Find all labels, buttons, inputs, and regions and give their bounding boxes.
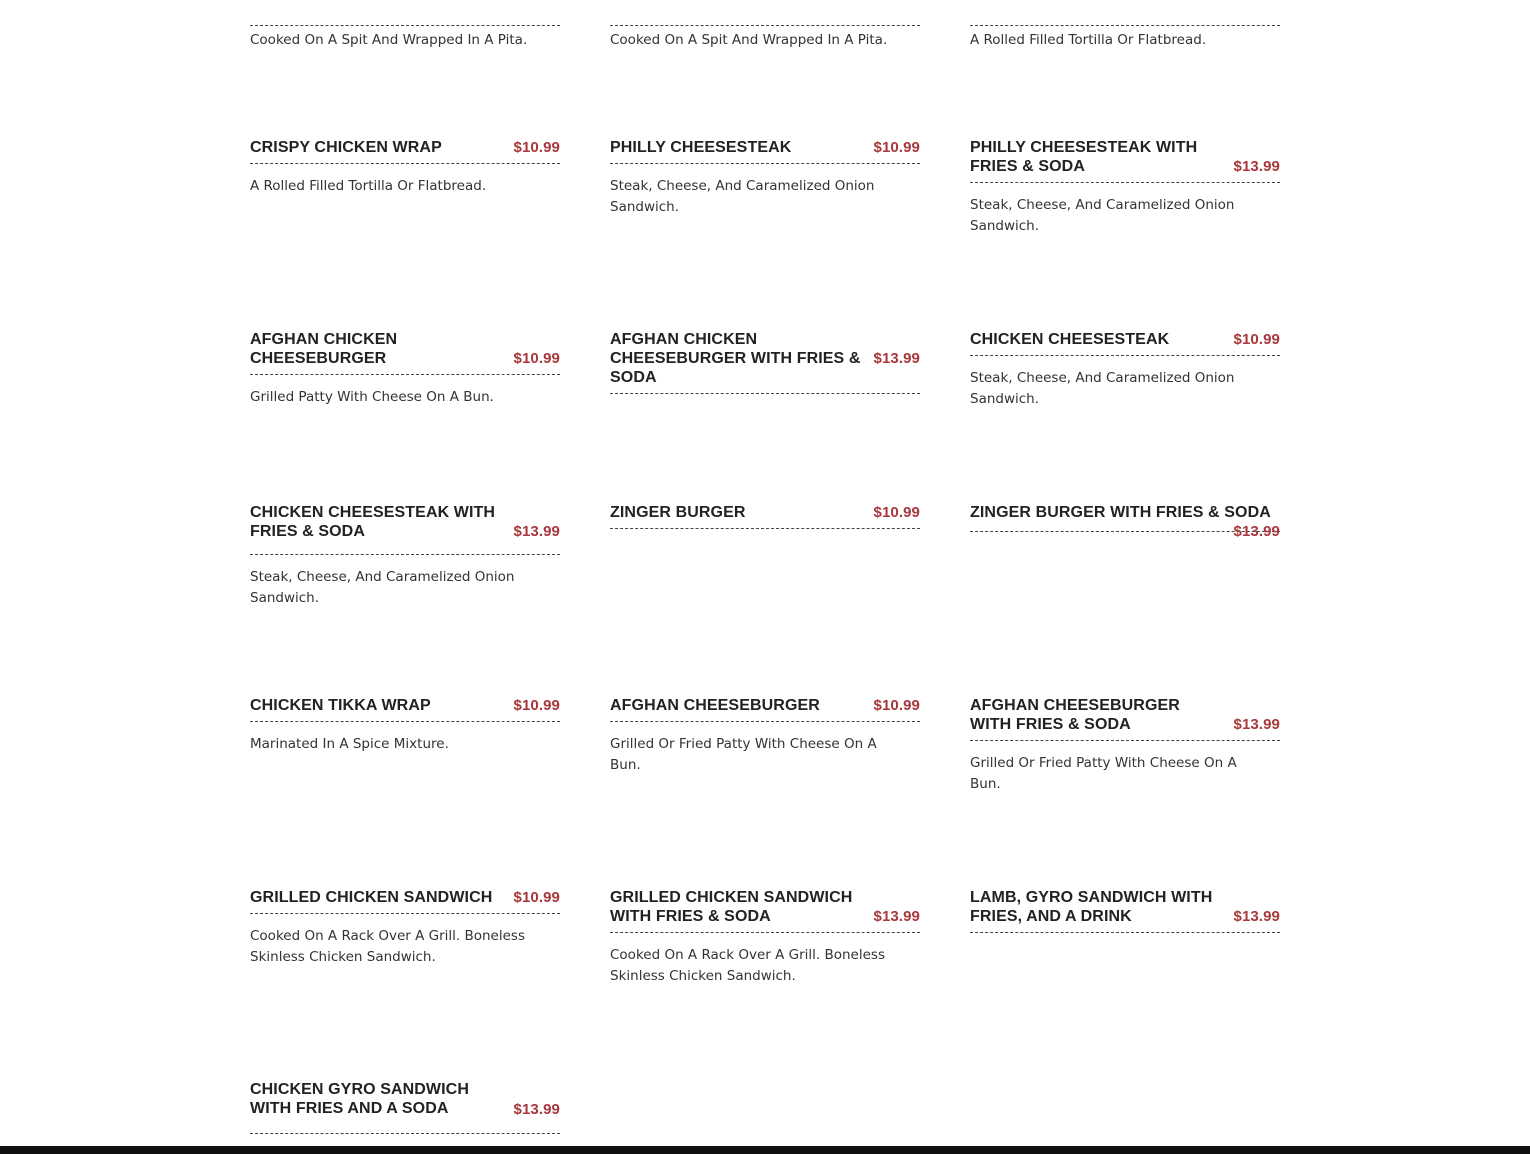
item-header	[970, 138, 1280, 183]
item-name[interactable]: CRISPY CHICKEN WRAP	[250, 139, 442, 156]
item-price: $13.99	[1233, 716, 1280, 733]
item-description: Cooked On A Rack Over A Grill. Boneless Skinless Chicken Sandwich.	[250, 928, 525, 965]
item-name[interactable]: ZINGER BURGER	[610, 504, 746, 521]
item-divider	[610, 0, 920, 26]
item-name[interactable]: ZINGER BURGER WITH FRIES & SODA	[970, 504, 1271, 521]
item-divider	[250, 0, 560, 26]
item-price: $10.99	[873, 504, 920, 521]
item-name[interactable]: CHICKEN TIKKA WRAP	[250, 697, 431, 714]
item-name[interactable]: AFGHAN CHEESEBURGER WITH FRIES & SODA	[970, 697, 1180, 733]
item-description: Steak, Cheese, And Caramelized Onion Sandwich.	[970, 370, 1235, 407]
item-header	[610, 503, 920, 529]
footer-bar	[0, 1146, 1530, 1154]
item-price: $13.99	[513, 1101, 560, 1118]
item-price: $10.99	[513, 697, 560, 714]
item-price: $10.99	[1233, 331, 1280, 348]
item-header	[970, 888, 1280, 933]
item-header	[250, 138, 560, 164]
item-name[interactable]: PHILLY CHEESESTEAK WITH FRIES & SODA	[970, 139, 1198, 175]
item-name[interactable]: AFGHAN CHICKEN CHEESEBURGER WITH FRIES & SODA	[610, 331, 861, 386]
menu-item-grilled-chicken-sandwich[interactable]	[250, 888, 560, 968]
menu-item-philly-cheesesteak-combo[interactable]	[970, 138, 1280, 237]
item-header	[250, 696, 560, 722]
item-name[interactable]: CHICKEN CHEESESTEAK WITH FRIES & SODA	[250, 504, 496, 540]
item-price: $13.99	[1233, 158, 1280, 175]
item-description: Grilled Or Fried Patty With Cheese On A Bun.	[610, 736, 877, 773]
menu-item-zinger-burger[interactable]	[610, 503, 920, 541]
item-name[interactable]: GRILLED CHICKEN SANDWICH WITH FRIES & SODA	[610, 889, 853, 925]
item-price: $13.99	[1233, 908, 1280, 925]
item-description: A Rolled Filled Tortilla Or Flatbread.	[970, 32, 1207, 48]
menu-item-chicken-gyro-sandwich-combo[interactable]	[250, 1080, 560, 1146]
item-header	[250, 888, 560, 914]
item-name[interactable]: PHILLY CHEESESTEAK	[610, 139, 792, 156]
item-name[interactable]: CHICKEN CHEESESTEAK	[970, 331, 1170, 348]
menu-item-chicken-cheesesteak-combo[interactable]	[250, 503, 560, 609]
item-header	[970, 696, 1280, 741]
item-name[interactable]: AFGHAN CHICKEN CHEESEBURGER	[250, 331, 398, 367]
item-description: Grilled Or Fried Patty With Cheese On A Bun.	[970, 755, 1237, 792]
item-name[interactable]: LAMB, GYRO SANDWICH WITH FRIES, AND A DRINK	[970, 889, 1213, 925]
item-description: Cooked On A Spit And Wrapped In A Pita.	[610, 32, 888, 48]
item-header	[970, 503, 1280, 540]
item-description: Marinated In A Spice Mixture.	[250, 736, 449, 752]
item-description: A Rolled Filled Tortilla Or Flatbread.	[250, 178, 487, 194]
menu-item-afghan-chicken-cheeseburger[interactable]	[250, 330, 560, 408]
menu-item-afghan-cheeseburger[interactable]	[610, 696, 920, 776]
item-header	[610, 888, 920, 933]
item-header	[250, 503, 560, 555]
menu-item-zinger-burger-combo[interactable]	[970, 503, 1280, 544]
menu-item-grilled-chicken-sandwich-combo[interactable]	[610, 888, 920, 987]
item-price: $13.99	[1233, 523, 1280, 540]
menu-item-chicken-tikka-wrap[interactable]	[250, 696, 560, 755]
menu-item-crispy-chicken-wrap[interactable]	[250, 138, 560, 197]
item-description: Cooked On A Spit And Wrapped In A Pita.	[250, 32, 528, 48]
item-description: Steak, Cheese, And Caramelized Onion Sandwich.	[610, 178, 875, 215]
item-price: $13.99	[513, 523, 560, 540]
menu-item-afghan-cheeseburger-combo[interactable]	[970, 696, 1280, 795]
item-description: Steak, Cheese, And Caramelized Onion Sandwich.	[250, 569, 515, 606]
item-price: $10.99	[513, 139, 560, 156]
item-name[interactable]: GRILLED CHICKEN SANDWICH	[250, 889, 493, 906]
item-name[interactable]: AFGHAN CHEESEBURGER	[610, 697, 820, 714]
item-description: Grilled Patty With Cheese On A Bun.	[250, 389, 494, 405]
item-header	[610, 138, 920, 164]
item-description: Steak, Cheese, And Caramelized Onion Sandwich.	[970, 197, 1235, 234]
item-description: Cooked On A Rack Over A Grill. Boneless Skinless Chicken Sandwich.	[610, 947, 885, 984]
item-price: $13.99	[873, 908, 920, 925]
item-header	[610, 330, 920, 394]
item-price: $10.99	[873, 697, 920, 714]
menu-item-lamb-gyro-sandwich-combo[interactable]	[970, 888, 1280, 945]
menu-item-philly-cheesesteak[interactable]	[610, 138, 920, 218]
item-header	[610, 696, 920, 722]
menu-item-afghan-chicken-cheeseburger-combo[interactable]	[610, 330, 920, 406]
item-header	[250, 330, 560, 375]
item-price: $10.99	[873, 139, 920, 156]
item-header	[250, 1080, 560, 1134]
item-divider	[970, 0, 1280, 26]
item-price: $10.99	[513, 350, 560, 367]
item-price: $13.99	[873, 350, 920, 367]
item-price: $10.99	[513, 889, 560, 906]
item-name[interactable]: CHICKEN GYRO SANDWICH WITH FRIES AND A SODA	[250, 1081, 469, 1117]
menu-item-chicken-cheesesteak[interactable]	[970, 330, 1280, 410]
item-header	[970, 330, 1280, 356]
